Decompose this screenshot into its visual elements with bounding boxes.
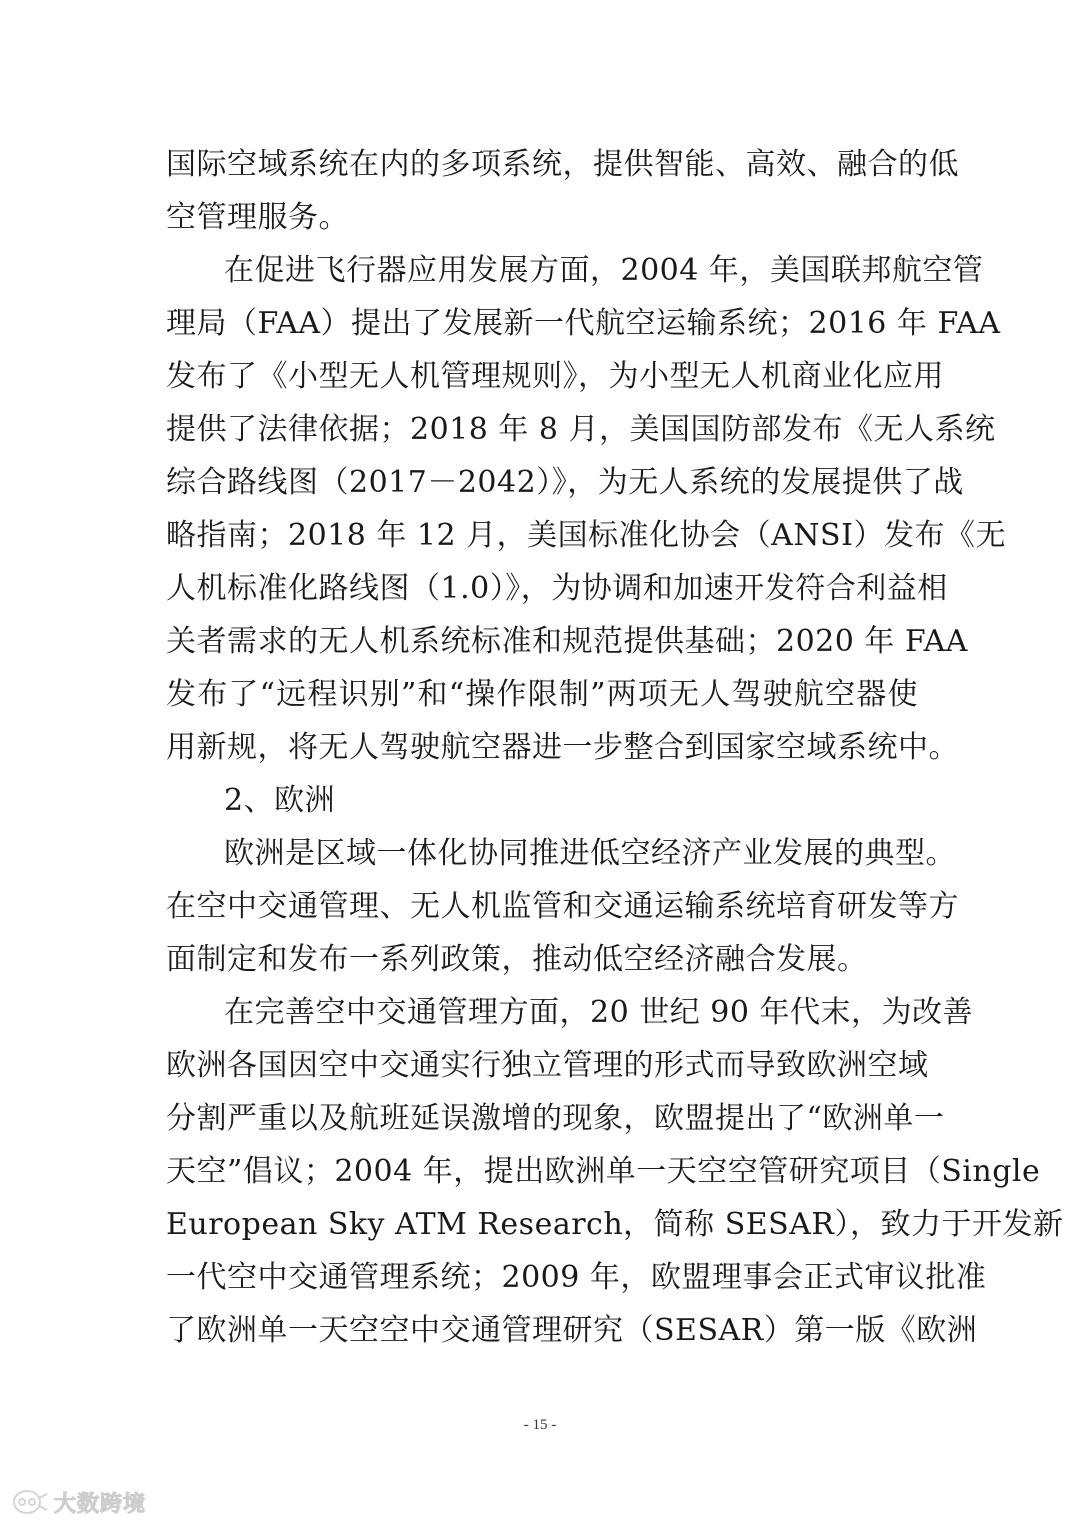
text-line: 在完善空中交通管理方面，20 世纪 90 年代末，为改善 [224, 995, 973, 1030]
text-line: 天空”倡议；2004 年，提出欧洲单一天空空管研究项目（Single [166, 1154, 1041, 1189]
text-line: 发布了“远程识别”和“操作限制”两项无人驾驶航空器使 [166, 677, 918, 712]
text-line: 提供了法律依据；2018 年 8 月，美国国防部发布《无人系统 [166, 412, 996, 447]
paragraph-list [166, 138, 1064, 1357]
paragraph [166, 774, 918, 827]
text-line: 国际空域系统在内的多项系统，提供智能、高效、融合的低 [166, 147, 959, 182]
text-line: 人机标准化路线图（1.0）》，为协调和加速开发符合利益相 [166, 571, 948, 606]
text-line: 2、欧洲 [224, 783, 336, 818]
text-line: 关者需求的无人机系统标准和规范提供基础；2020 年 FAA [166, 624, 968, 659]
page-number: - 15 - [523, 1417, 557, 1433]
paragraph [166, 244, 1006, 774]
paragraph [166, 827, 959, 986]
brand-logo-icon [12, 1489, 50, 1515]
text-line: 了欧洲单一天空空中交通管理研究（SESAR）第一版《欧洲 [166, 1313, 978, 1348]
text-line: 空管理服务。 [166, 200, 349, 235]
text-line: 综合路线图（2017－2042）》，为无人系统的发展提供了战 [166, 465, 964, 500]
paragraph [166, 138, 959, 244]
paragraph [166, 986, 1064, 1357]
text-line: 分割严重以及航班延误激增的现象，欧盟提出了“欧洲单一 [166, 1101, 945, 1136]
text-line: 欧洲各国因空中交通实行独立管理的形式而导致欧洲空域 [166, 1048, 929, 1083]
watermark [12, 1487, 146, 1517]
text-line: 一代空中交通管理系统；2009 年，欧盟理事会正式审议批准 [166, 1260, 987, 1295]
watermark-text: 大数跨境 [54, 1491, 147, 1517]
text-line: 在空中交通管理、无人机监管和交通运输系统培育研发等方 [166, 889, 959, 924]
text-line: European Sky ATM Research，简称 SESAR），致力于开发新 [166, 1207, 1064, 1242]
text-line: 在促进飞行器应用发展方面，2004 年，美国联邦航空管 [224, 253, 984, 288]
text-line: 发布了《小型无人机管理规则》，为小型无人机商业化应用 [166, 359, 944, 394]
text-line: 用新规，将无人驾驶航空器进一步整合到国家空域系统中。 [166, 730, 959, 765]
page-body [166, 138, 1064, 1357]
text-line: 欧洲是区域一体化协同推进低空经济产业发展的典型。 [224, 836, 956, 871]
text-line: 略指南；2018 年 12 月，美国标准化协会（ANSI）发布《无 [166, 518, 1006, 553]
text-line: 面制定和发布一系列政策，推动低空经济融合发展。 [166, 942, 868, 977]
text-line: 理局（FAA）提出了发展新一代航空运输系统；2016 年 FAA [166, 306, 1001, 341]
